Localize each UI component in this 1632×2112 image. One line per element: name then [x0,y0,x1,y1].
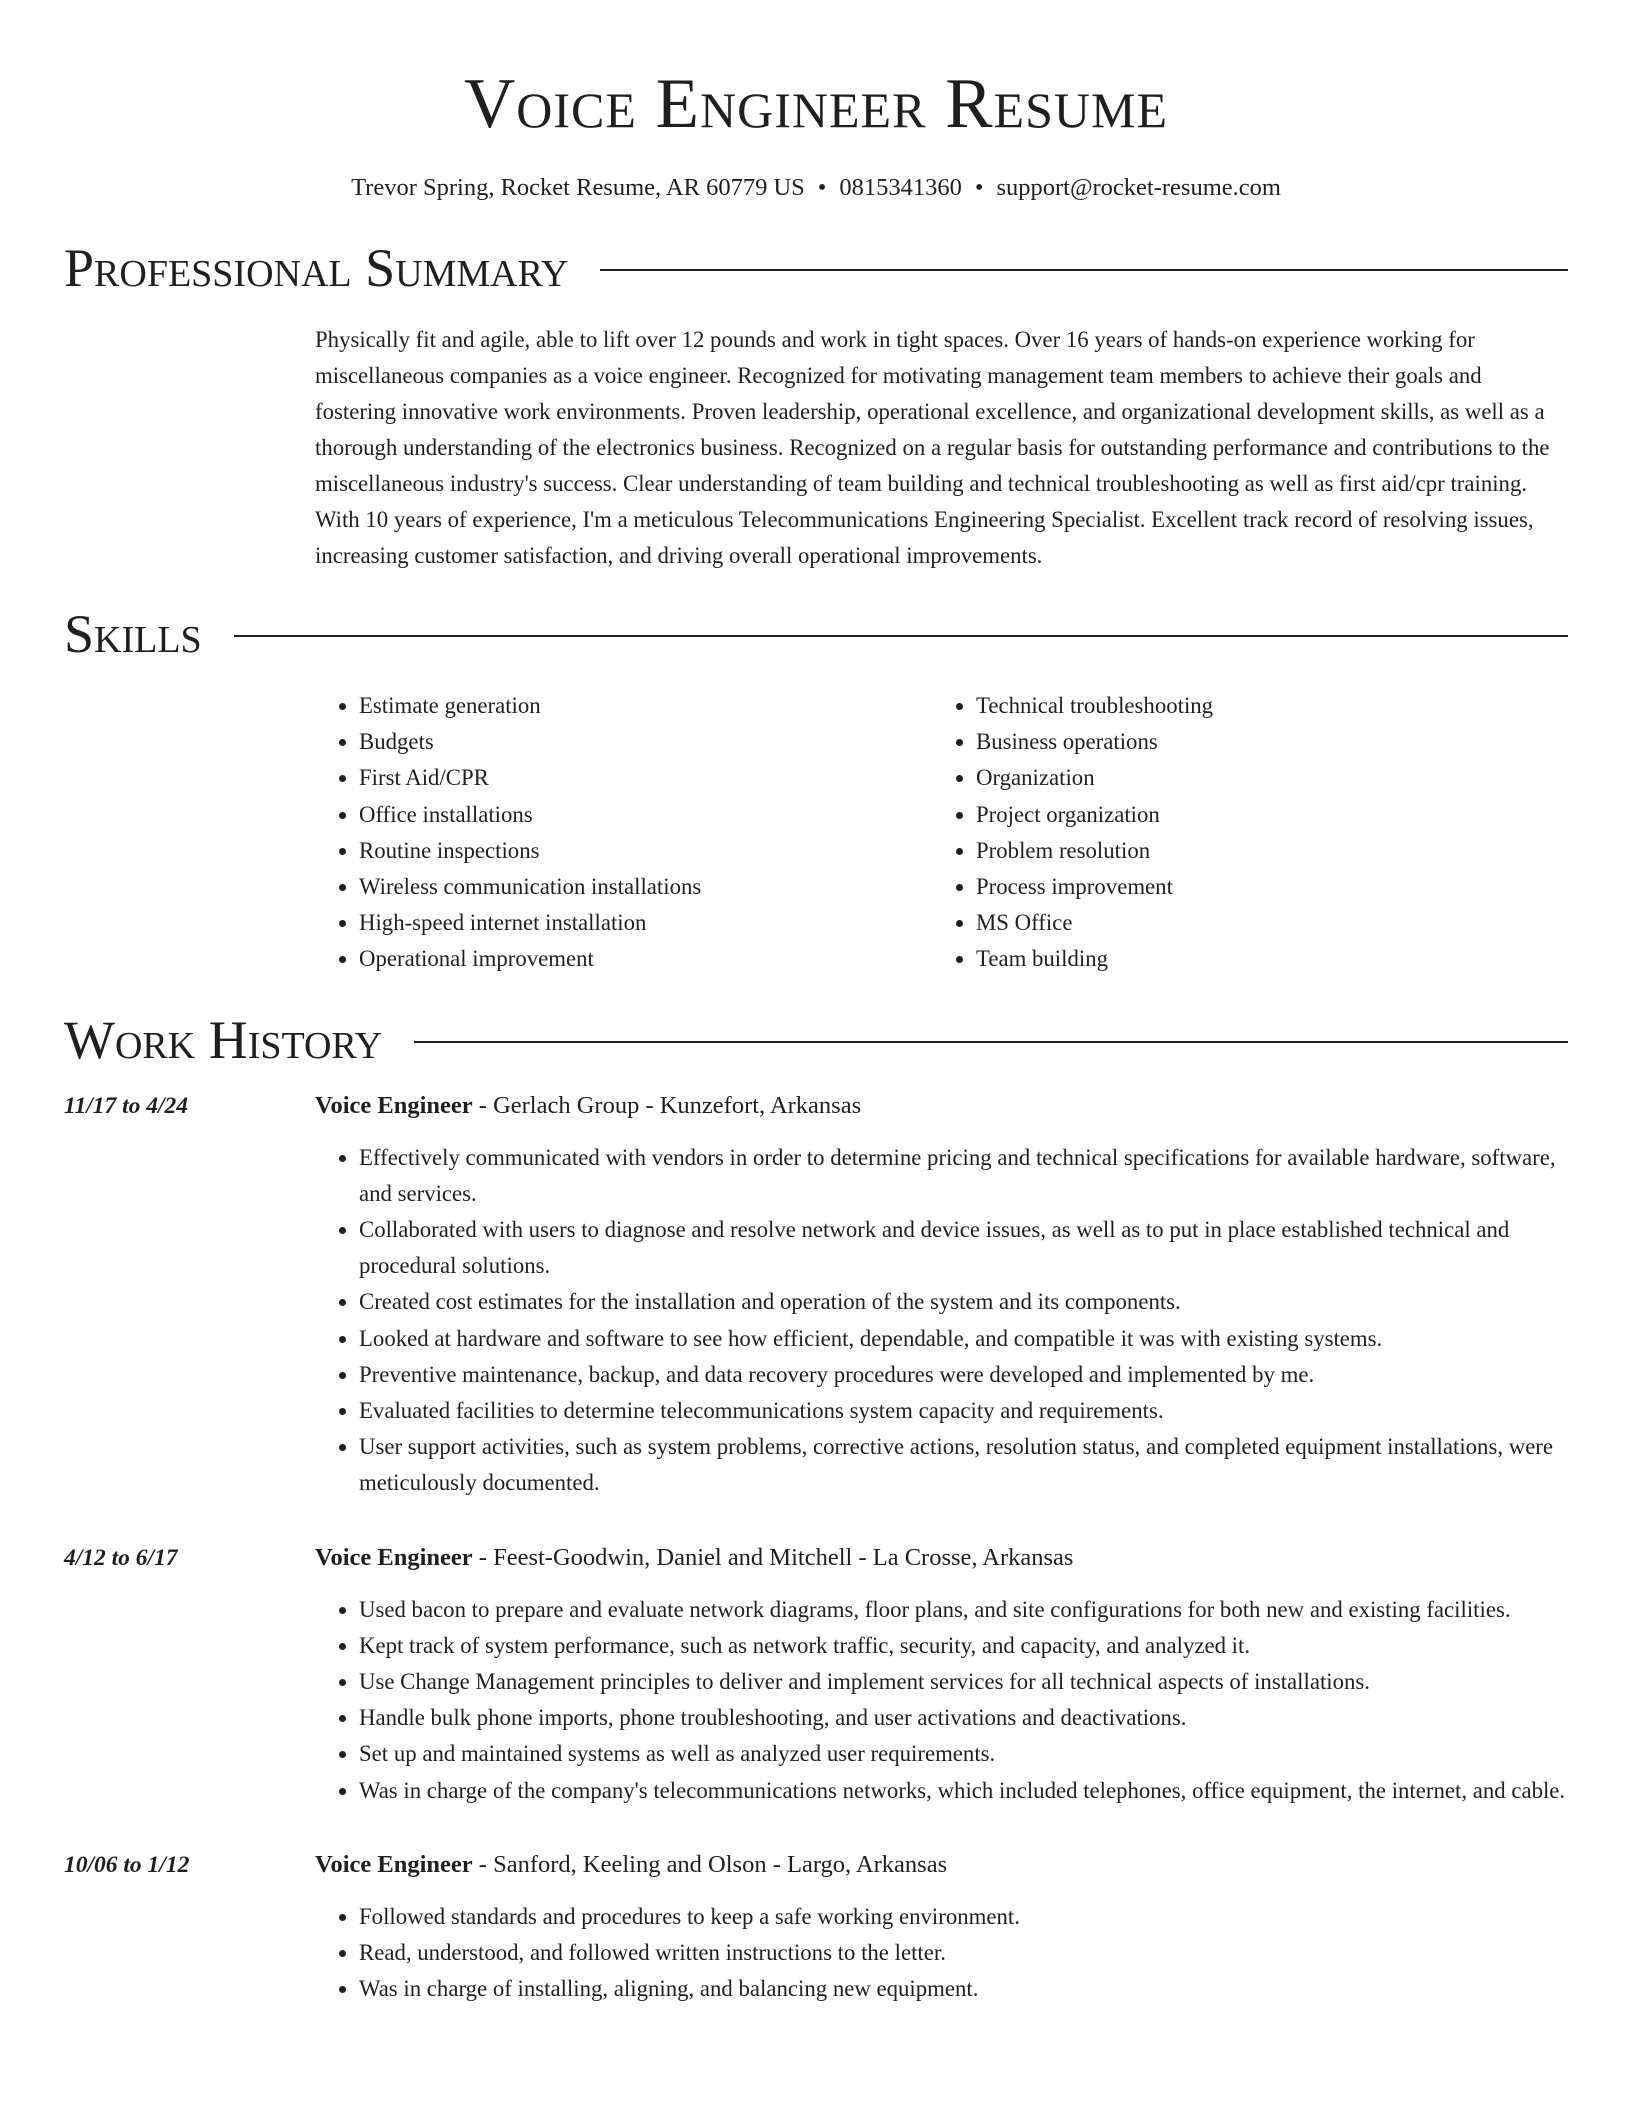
job-bullet: • Created cost estimates for the installation and operation of the system and its components. [359,1284,1568,1320]
skills-list [315,688,1568,978]
job-heading [315,1847,1568,1883]
job-bullet: • Looked at hardware and software to see how efficient, dependable, and compatible it was with existing systems. [359,1321,1568,1357]
summary-text: Physically fit and agile, able to lift over 12 pounds and work in tight spaces. Over 16 years of hands-on experience working for miscellaneous companies as a voice engineer. Recognized for motivating management team members to achieve their goals and fostering innovative work environments. Proven leadership, operational excellence, and organizational development skills, as well as a thorough understanding of the electronics business. Recognized on a regular basis for outstanding performance and contributions to the miscellaneous industry's success. Clear understanding of team building and technical troubleshooting as well as first aid/cpr training. With 10 years of experience, I'm a meticulous Telecommunications Engineering Specialist. Excellent track record of resolving issues, increasing customer satisfaction, and driving overall operational improvements. [315,327,1550,568]
job-bullets [315,1899,1568,2008]
job-entry [64,1540,1568,1809]
job-bullet: • Was in charge of the company's telecommunications networks, which included telephones, office equipment, the internet, and cable. [359,1773,1568,1809]
work-heading: Work History [64,1009,383,1070]
job-heading [315,1540,1568,1576]
contact-separator: • [817,174,827,201]
resume-page [64,0,1568,2007]
job-bullet: • Kept track of system performance, such as network traffic, security, and capacity, and analyzed it. [359,1628,1568,1664]
skill-item: • Project organization [976,797,1549,833]
job-title: Voice Engineer [315,1091,473,1119]
job-bullet: • Used bacon to prepare and evaluate network diagrams, floor plans, and site configurations for both new and existing facilities. [359,1592,1568,1628]
skills-column-right [932,688,1549,978]
job-heading [315,1088,1568,1124]
contact-separator: • [974,174,984,201]
job-entry [64,1088,1568,1502]
skill-item: • High-speed internet installation [359,905,932,941]
job-title: Voice Engineer [315,1850,473,1878]
job-employer: - Sanford, Keeling and Olson - Largo, Arkansas [472,1850,948,1878]
summary-heading: Professional Summary [64,238,569,298]
work-section-header [64,1008,1568,1072]
summary-section-header [64,236,1568,300]
job-bullets [315,1592,1568,1809]
skill-item: • Process improvement [976,869,1549,905]
skill-item: • First Aid/CPR [359,760,932,796]
skill-item: • Wireless communication installations [359,869,932,905]
job-bullet: • Effectively communicated with vendors in order to determine pricing and technical specifications for available hardware, software, and services. [359,1140,1568,1212]
job-bullet: • Evaluated facilities to determine telecommunications system capacity and requirements. [359,1393,1568,1429]
contact-line [64,170,1568,206]
job-body [315,1088,1568,1502]
section-divider [234,635,1568,637]
job-bullet: • Handle bulk phone imports, phone troubleshooting, and user activations and deactivations. [359,1700,1568,1736]
job-bullet: • Followed standards and procedures to keep a safe working environment. [359,1899,1568,1935]
job-bullet: • Use Change Management principles to deliver and implement services for all technical aspects of installations. [359,1664,1568,1700]
job-bullet: • Was in charge of installing, aligning, and balancing new equipment. [359,1971,1568,2007]
skill-item: • Routine inspections [359,833,932,869]
job-body [315,1847,1568,2008]
job-body [315,1540,1568,1809]
skills-column-left [315,688,932,978]
skill-item: • Office installations [359,797,932,833]
section-divider [414,1041,1568,1043]
skill-item: • Business operations [976,724,1549,760]
skill-item: • MS Office [976,905,1549,941]
job-bullet: • Collaborated with users to diagnose and resolve network and device issues, as well as to put in place established technical and procedural solutions. [359,1212,1568,1284]
contact-email: support@rocket-resume.com [996,174,1281,201]
contact-address: Trevor Spring, Rocket Resume, AR 60779 US [351,174,805,201]
skills-section-header [64,602,1568,666]
section-divider [600,269,1568,271]
job-bullet: • Preventive maintenance, backup, and data recovery procedures were developed and implemented by me. [359,1357,1568,1393]
skill-item: • Operational improvement [359,941,932,977]
job-employer: - Gerlach Group - Kunzefort, Arkansas [472,1091,862,1119]
contact-phone: 0815341360 [839,174,962,201]
job-title: Voice Engineer [315,1543,473,1571]
skill-item: • Problem resolution [976,833,1549,869]
skill-item: • Estimate generation [359,688,932,724]
skills-heading: Skills [64,604,202,664]
job-dates: 11/17 to 4/24 [64,1092,189,1119]
job-entry [64,1847,1568,2008]
job-bullet: • Set up and maintained systems as well as analyzed user requirements. [359,1736,1568,1772]
job-bullet: • Read, understood, and followed written instructions to the letter. [359,1935,1568,1971]
job-employer: - Feest-Goodwin, Daniel and Mitchell - La Crosse, Arkansas [472,1543,1074,1571]
job-bullets [315,1140,1568,1502]
skill-item: • Organization [976,760,1549,796]
resume-title: Voice Engineer Resume [463,65,1169,143]
job-dates: 10/06 to 1/12 [64,1851,190,1878]
job-bullet: • User support activities, such as system problems, corrective actions, resolution status, and completed equipment installations, were meticulously documented. [359,1429,1568,1501]
job-dates: 4/12 to 6/17 [64,1544,178,1571]
skill-item: • Technical troubleshooting [976,688,1549,724]
skill-item: • Budgets [359,724,932,760]
skill-item: • Team building [976,941,1549,977]
